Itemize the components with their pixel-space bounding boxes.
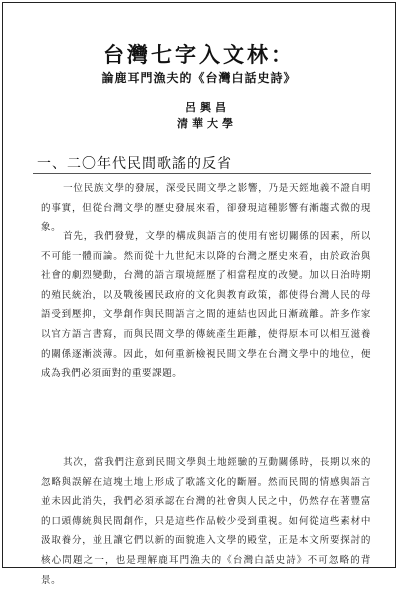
paragraph-text: 其次，當我們注意到民間文學與土地經驗的互動關係時，長期以來的忽略與誤解在這塊土地上形成了歌謠文化的斷層。然而民間的情感與語言並未因此消失，我們必須承認在台灣的社會與人民之中，仍然存在著豐富的口頭傳統與民間創作，只是這些作品較少受到重視。如何從這些素材中汲取養分，並且讓它們以新的面貌進入文學的殿堂，正是本文所要探討的核心問題之一，也是理解鹿耳門漁夫的《台灣白話史詩》不可忽略的背景。 — [41, 457, 371, 586]
body-paragraph-3 — [41, 453, 371, 586]
paper-subtitle: 論鹿耳門漁夫的《台灣白話史詩》 — [101, 71, 297, 85]
section-heading: 一、二〇年代民間歌謠的反省 — [37, 156, 232, 172]
paper-title: 台灣七字入文林： — [103, 42, 295, 67]
author-affiliation: 清華大學 — [177, 117, 237, 130]
paragraph-text: 首先，我們發覺，文學的構成與語言的使用有密切關係的因素，所以不可能一體而論。然而從十九世紀末以降的台灣之歷史來看，由於政治與社會的劇烈變動，台灣的語言環境經歷了相當程度的改變。加以日治時期的殖民統治，以及戰後國民政府的文化與教育政策，都使得台灣人民的母語受到壓抑，文學創作與民間語言之間的連結也因此日漸疏離。許多作家以官方語言書寫，而與民間文學的傳統產生距離，使得原本可以相互滋養的關係逐漸淡薄。因此，如何重新檢視民間文學在台灣文學中的地位，便成為我們必須面對的重要課題。 — [41, 231, 371, 380]
body-paragraph-2 — [41, 227, 371, 443]
paragraph-text: 一位民族文學的發展，深受民間文學之影響，乃是天經地義不證自明的事實，但從台灣文學的歷史發展來看，卻發現這種影響有漸趨式微的現象。 — [41, 183, 371, 234]
section-divider — [33, 173, 371, 174]
author-name: 呂興昌 — [185, 101, 230, 114]
page-frame — [2, 2, 396, 586]
body-paragraph-1 — [41, 179, 371, 234]
